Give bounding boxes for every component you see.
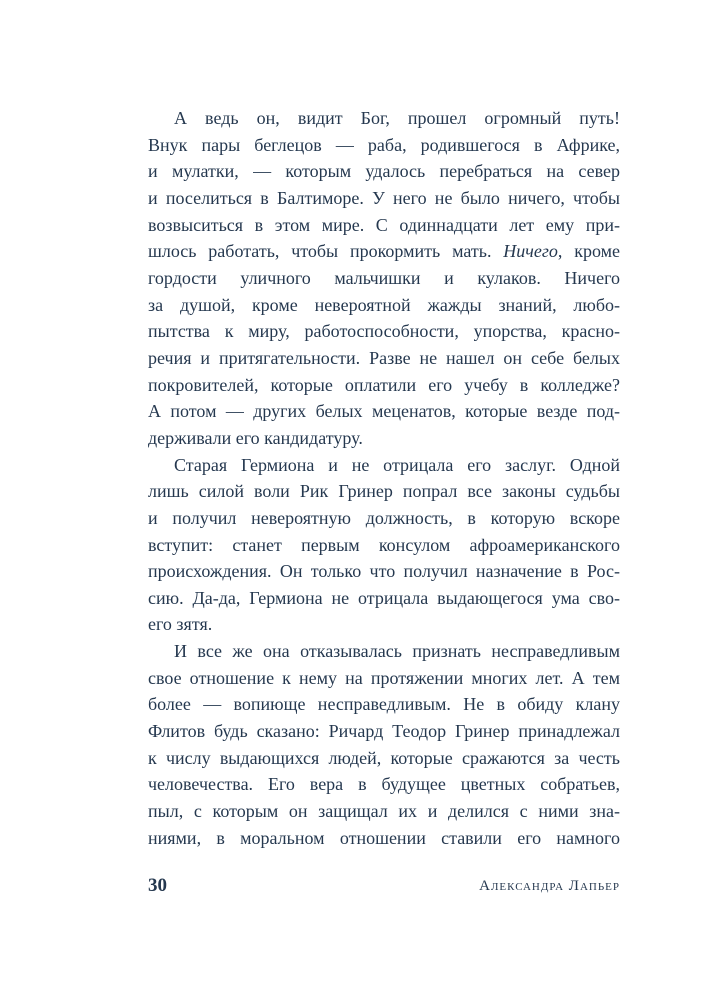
text-line: держивали его кандидатуру. <box>148 427 363 448</box>
text-line: Старая Гермиона и не отрицала его заслуг. Одной <box>174 454 620 475</box>
text-line: пытства к миру, работоспособности, упорства, красно- <box>148 321 620 342</box>
page-footer <box>148 873 620 899</box>
text-line: А потом — других белых меценатов, которые везде под- <box>148 401 620 422</box>
paragraph <box>148 105 620 452</box>
text-line: и поселиться в Балтиморе. У него не было ничего, чтобы <box>148 187 620 208</box>
text-line: речия и притягательности. Разве не нашел он себе белых <box>148 347 620 368</box>
text-line: Флитов будь сказано: Ричард Теодор Гринер принадлежал <box>148 721 620 742</box>
text-line: сию. Да-да, Гермиона не отрицала выдающегося ума сво- <box>148 587 620 608</box>
text-line: его зятя. <box>148 614 213 635</box>
text-line: свое отношение к нему на протяжении многих лет. А тем <box>148 667 620 688</box>
paragraph <box>148 638 620 851</box>
page-number: 30 <box>148 875 167 896</box>
text-line: за душой, кроме невероятной жажды знаний, любо- <box>148 294 620 315</box>
text-line: И все же она отказывалась признать несправедливым <box>174 641 620 662</box>
text-line: гордости уличного мальчишки и кулаков. Ничего <box>148 267 620 288</box>
text-line: ниями, в моральном отношении ставили его намного <box>148 827 620 848</box>
text-line: и получил невероятную должность, в которую вскоре <box>148 507 620 528</box>
text-line: происхождения. Он только что получил назначение в Рос- <box>148 561 620 582</box>
text-segment: шлось работать, чтобы прокормить мать. <box>148 241 504 262</box>
text-line <box>148 238 620 265</box>
text-line: вступит: станет первым консулом афроамериканского <box>148 534 620 555</box>
author-name: Александра Лапьер <box>479 878 620 894</box>
text-line: к числу выдающихся людей, которые сражаются за честь <box>148 747 620 768</box>
text-line: Внук пары беглецов — раба, родившегося в Африке, <box>148 134 620 155</box>
text-line: покровителей, которые оплатили его учебу в колледже? <box>148 374 620 395</box>
text-line: возвыситься в этом мире. С одиннадцати лет ему при- <box>148 214 620 235</box>
text-line: и мулатки, — которым удалось перебраться на север <box>148 161 620 182</box>
text-segment: , кроме <box>557 241 620 262</box>
paragraph <box>148 452 620 639</box>
text-line: более — вопиюще несправедливым. Не в обиду клану <box>148 694 620 715</box>
text-line: пыл, с которым он защищал их и делился с ними зна- <box>148 801 620 822</box>
text-line: лишь силой воли Рик Гринер попрал все законы судьбы <box>148 481 620 502</box>
emphasis-text: Ничего <box>503 241 558 262</box>
text-line: человечества. Его вера в будущее цветных собратьев, <box>148 774 620 795</box>
body-text <box>148 105 620 851</box>
text-line: А ведь он, видит Бог, прошел огромный путь! <box>174 108 620 128</box>
